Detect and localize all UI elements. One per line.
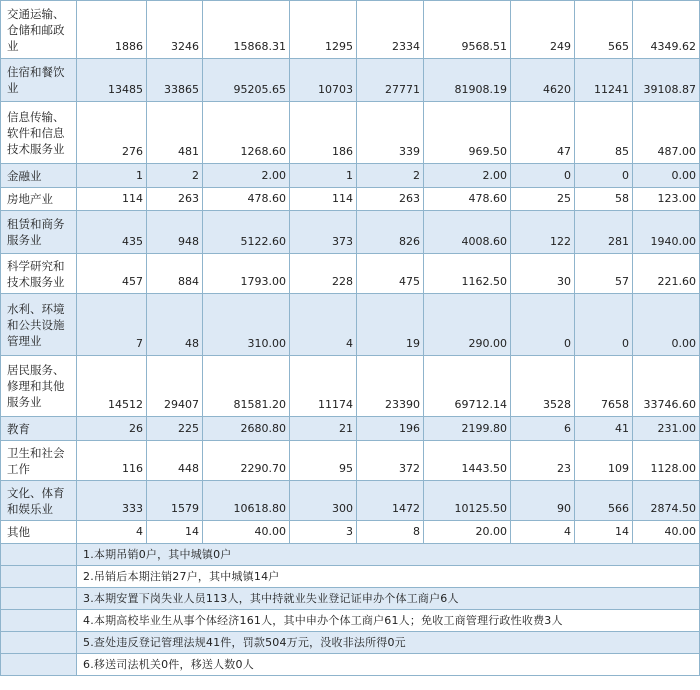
value-cell: 478.60 (203, 188, 290, 211)
value-cell: 116 (77, 441, 147, 481)
value-cell: 196 (357, 417, 424, 441)
value-cell: 2 (357, 164, 424, 188)
value-cell: 6 (511, 417, 575, 441)
note-row (1, 544, 700, 566)
value-cell: 1472 (357, 481, 424, 521)
table-row (1, 188, 700, 211)
table-row (1, 211, 700, 254)
table-row (1, 417, 700, 441)
value-cell: 948 (147, 211, 203, 254)
value-cell: 475 (357, 254, 424, 294)
value-cell: 109 (575, 441, 633, 481)
value-cell: 2874.50 (633, 481, 700, 521)
category-cell: 租赁和商务服务业 (1, 211, 77, 254)
category-cell: 房地产业 (1, 188, 77, 211)
category-cell: 居民服务、修理和其他服务业 (1, 356, 77, 417)
value-cell: 11174 (290, 356, 357, 417)
category-cell: 文化、体育和娱乐业 (1, 481, 77, 521)
value-cell: 69712.14 (424, 356, 511, 417)
category-cell: 教育 (1, 417, 77, 441)
value-cell: 1443.50 (424, 441, 511, 481)
category-cell: 水利、环境和公共设施管理业 (1, 294, 77, 356)
value-cell: 9568.51 (424, 1, 511, 59)
value-cell: 1 (77, 164, 147, 188)
value-cell: 29407 (147, 356, 203, 417)
value-cell: 0.00 (633, 164, 700, 188)
value-cell: 2 (147, 164, 203, 188)
value-cell: 333 (77, 481, 147, 521)
value-cell: 114 (77, 188, 147, 211)
value-cell: 33865 (147, 59, 203, 102)
value-cell: 263 (357, 188, 424, 211)
value-cell: 2199.80 (424, 417, 511, 441)
value-cell: 221.60 (633, 254, 700, 294)
value-cell: 122 (511, 211, 575, 254)
category-cell: 交通运输、仓储和邮政业 (1, 1, 77, 59)
category-cell: 卫生和社会工作 (1, 441, 77, 481)
category-cell: 金融业 (1, 164, 77, 188)
value-cell: 4349.62 (633, 1, 700, 59)
value-cell: 3528 (511, 356, 575, 417)
value-cell: 4 (511, 521, 575, 544)
value-cell: 1886 (77, 1, 147, 59)
value-cell: 0.00 (633, 294, 700, 356)
value-cell: 263 (147, 188, 203, 211)
value-cell: 14 (575, 521, 633, 544)
value-cell: 290.00 (424, 294, 511, 356)
value-cell: 7658 (575, 356, 633, 417)
value-cell: 2.00 (424, 164, 511, 188)
value-cell: 249 (511, 1, 575, 59)
note-spacer-cell (1, 632, 77, 654)
value-cell: 1268.60 (203, 102, 290, 164)
note-text: 2.吊销后本期注销27户，其中城镇14户 (77, 566, 700, 588)
value-cell: 81581.20 (203, 356, 290, 417)
note-row (1, 566, 700, 588)
value-cell: 276 (77, 102, 147, 164)
value-cell: 281 (575, 211, 633, 254)
value-cell: 4 (290, 294, 357, 356)
note-row (1, 632, 700, 654)
value-cell: 826 (357, 211, 424, 254)
value-cell: 48 (147, 294, 203, 356)
note-text: 5.查处违反登记管理法规41件，罚款504万元，没收非法所得0元 (77, 632, 700, 654)
value-cell: 225 (147, 417, 203, 441)
value-cell: 95205.65 (203, 59, 290, 102)
value-cell: 435 (77, 211, 147, 254)
value-cell: 373 (290, 211, 357, 254)
value-cell: 884 (147, 254, 203, 294)
value-cell: 15868.31 (203, 1, 290, 59)
note-spacer-cell (1, 544, 77, 566)
value-cell: 186 (290, 102, 357, 164)
value-cell: 41 (575, 417, 633, 441)
value-cell: 1128.00 (633, 441, 700, 481)
category-cell: 信息传输、软件和信息技术服务业 (1, 102, 77, 164)
value-cell: 372 (357, 441, 424, 481)
value-cell: 7 (77, 294, 147, 356)
value-cell: 2.00 (203, 164, 290, 188)
value-cell: 57 (575, 254, 633, 294)
value-cell: 2680.80 (203, 417, 290, 441)
value-cell: 566 (575, 481, 633, 521)
value-cell: 10618.80 (203, 481, 290, 521)
value-cell: 969.50 (424, 102, 511, 164)
value-cell: 19 (357, 294, 424, 356)
value-cell: 310.00 (203, 294, 290, 356)
value-cell: 25 (511, 188, 575, 211)
value-cell: 10125.50 (424, 481, 511, 521)
value-cell: 81908.19 (424, 59, 511, 102)
value-cell: 14512 (77, 356, 147, 417)
value-cell: 1295 (290, 1, 357, 59)
value-cell: 1162.50 (424, 254, 511, 294)
value-cell: 114 (290, 188, 357, 211)
value-cell: 11241 (575, 59, 633, 102)
value-cell: 40.00 (633, 521, 700, 544)
value-cell: 8 (357, 521, 424, 544)
value-cell: 2334 (357, 1, 424, 59)
note-row (1, 654, 700, 676)
value-cell: 448 (147, 441, 203, 481)
value-cell: 3 (290, 521, 357, 544)
value-cell: 457 (77, 254, 147, 294)
table-row (1, 294, 700, 356)
note-text: 6.移送司法机关0件，移送人数0人 (77, 654, 700, 676)
note-spacer-cell (1, 610, 77, 632)
note-row (1, 588, 700, 610)
note-text: 4.本期高校毕业生从事个体经济161人，其中申办个体工商户61人；免收工商管理行政性收费3人 (77, 610, 700, 632)
table-row (1, 521, 700, 544)
value-cell: 30 (511, 254, 575, 294)
table-row (1, 164, 700, 188)
value-cell: 0 (511, 164, 575, 188)
value-cell: 23 (511, 441, 575, 481)
note-text: 1.本期吊销0户，其中城镇0户 (77, 544, 700, 566)
value-cell: 339 (357, 102, 424, 164)
value-cell: 13485 (77, 59, 147, 102)
value-cell: 14 (147, 521, 203, 544)
value-cell: 40.00 (203, 521, 290, 544)
value-cell: 123.00 (633, 188, 700, 211)
value-cell: 300 (290, 481, 357, 521)
note-row (1, 610, 700, 632)
category-cell: 科学研究和技术服务业 (1, 254, 77, 294)
value-cell: 0 (511, 294, 575, 356)
value-cell: 33746.60 (633, 356, 700, 417)
category-cell: 其他 (1, 521, 77, 544)
value-cell: 20.00 (424, 521, 511, 544)
value-cell: 4008.60 (424, 211, 511, 254)
value-cell: 231.00 (633, 417, 700, 441)
value-cell: 58 (575, 188, 633, 211)
value-cell: 4620 (511, 59, 575, 102)
value-cell: 565 (575, 1, 633, 59)
value-cell: 478.60 (424, 188, 511, 211)
value-cell: 487.00 (633, 102, 700, 164)
table-row (1, 481, 700, 521)
value-cell: 0 (575, 164, 633, 188)
table-row (1, 441, 700, 481)
note-spacer-cell (1, 588, 77, 610)
table-row (1, 356, 700, 417)
note-spacer-cell (1, 566, 77, 588)
value-cell: 1793.00 (203, 254, 290, 294)
note-text: 3.本期安置下岗失业人员113人，其中持就业失业登记证申办个体工商户6人 (77, 588, 700, 610)
value-cell: 1579 (147, 481, 203, 521)
value-cell: 4 (77, 521, 147, 544)
value-cell: 5122.60 (203, 211, 290, 254)
note-spacer-cell (1, 654, 77, 676)
value-cell: 21 (290, 417, 357, 441)
table-row (1, 1, 700, 59)
value-cell: 95 (290, 441, 357, 481)
value-cell: 2290.70 (203, 441, 290, 481)
value-cell: 0 (575, 294, 633, 356)
value-cell: 10703 (290, 59, 357, 102)
value-cell: 1 (290, 164, 357, 188)
value-cell: 27771 (357, 59, 424, 102)
category-cell: 住宿和餐饮业 (1, 59, 77, 102)
value-cell: 90 (511, 481, 575, 521)
table-row (1, 59, 700, 102)
value-cell: 23390 (357, 356, 424, 417)
value-cell: 85 (575, 102, 633, 164)
value-cell: 3246 (147, 1, 203, 59)
value-cell: 228 (290, 254, 357, 294)
value-cell: 26 (77, 417, 147, 441)
value-cell: 47 (511, 102, 575, 164)
table-row (1, 102, 700, 164)
value-cell: 39108.87 (633, 59, 700, 102)
value-cell: 1940.00 (633, 211, 700, 254)
value-cell: 481 (147, 102, 203, 164)
table-row (1, 254, 700, 294)
